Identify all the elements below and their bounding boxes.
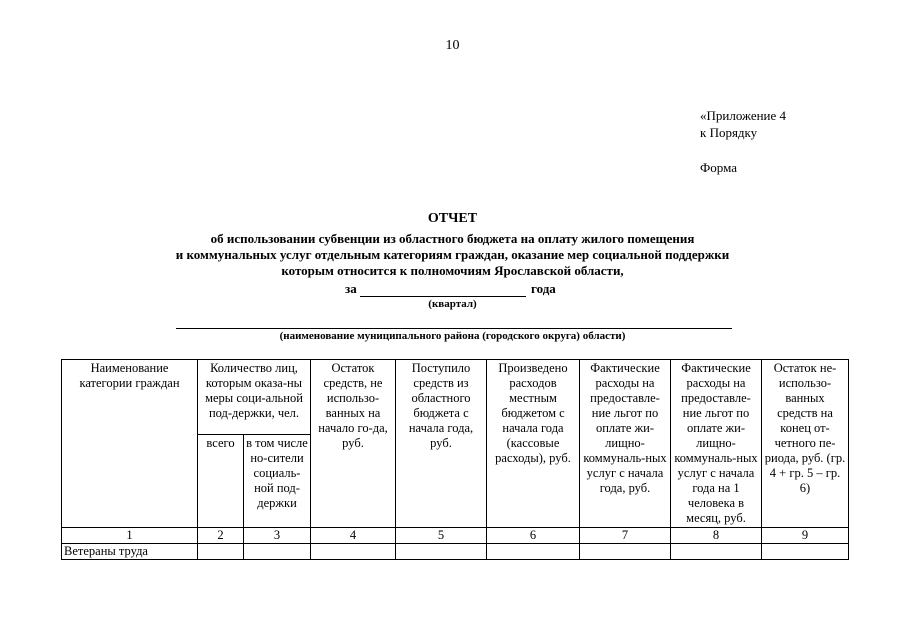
report-subtitle-line-3: которым относится к полномочиям Ярославской области, — [281, 263, 624, 278]
report-table — [61, 359, 849, 560]
form-label: Форма — [700, 160, 737, 175]
period-caption: (квартал) — [428, 298, 477, 310]
header-balance-end: Остаток не-использо-ванных средств на конец от-четного пе-риода, руб. (гр. 4 + гр. 5 – гр. 6) — [762, 360, 849, 528]
column-number: 7 — [580, 528, 671, 544]
column-number: 5 — [396, 528, 487, 544]
header-persons-total: всего — [198, 435, 244, 528]
period-prefix: за — [345, 281, 357, 296]
period-line — [0, 281, 905, 297]
header-persons-count: Количество лиц, которым оказа-ны меры соци-альной под-держки, чел. — [198, 360, 311, 435]
period-suffix: года — [531, 281, 556, 296]
report-title: ОТЧЕТ — [427, 211, 478, 226]
header-actual-expenses: Фактические расходы на предоставле-ние льгот по оплате жи-лищно-коммуналь-ных услуг с начала года, руб. — [580, 360, 671, 528]
table-cell — [671, 544, 762, 560]
header-balance-start: Остаток средств, не использо-ванных на начало го-да, руб. — [311, 360, 396, 528]
table-cell — [198, 544, 244, 560]
period-blank — [360, 296, 526, 297]
column-number: 2 — [198, 528, 244, 544]
header-local-expenses: Произведено расходов местным бюджетом с начала года (кассовые расходы), руб. — [487, 360, 580, 528]
column-number: 9 — [762, 528, 849, 544]
header-persons-carriers: в том числе но-сители социаль-ной под-держки — [244, 435, 311, 528]
column-number: 1 — [62, 528, 198, 544]
column-number: 8 — [671, 528, 762, 544]
municipality-blank — [176, 328, 732, 329]
report-subtitle-line-1: об использовании субвенции из областного бюджета на оплату жилого помещения — [210, 231, 695, 246]
table-cell — [762, 544, 849, 560]
page-number: 10 — [445, 38, 460, 53]
column-number: 6 — [487, 528, 580, 544]
table-cell — [487, 544, 580, 560]
appendix-label: «Приложение 4 — [700, 108, 787, 123]
table-cell — [311, 544, 396, 560]
column-number: 3 — [244, 528, 311, 544]
header-category: Наименование категории граждан — [62, 360, 198, 528]
table-cell — [244, 544, 311, 560]
table-cell — [396, 544, 487, 560]
column-number: 4 — [311, 528, 396, 544]
header-expenses-per-person: Фактические расходы на предоставле-ние льгот по оплате жи-лищно-коммуналь-ных услуг с начала года на 1 человека в месяц, руб. — [671, 360, 762, 528]
column-numbers-row — [62, 528, 849, 544]
report-subtitle-line-2: и коммунальных услуг отдельным категориям граждан, оказание мер социальной поддержки — [175, 247, 730, 262]
row-category: Ветераны труда — [62, 544, 198, 560]
municipality-caption: (наименование муниципального района (городского округа) области) — [279, 330, 626, 342]
table-cell — [580, 544, 671, 560]
appendix-reference: к Порядку — [700, 125, 758, 140]
header-funds-received: Поступило средств из областного бюджета с начала года, руб. — [396, 360, 487, 528]
table-row — [62, 544, 849, 560]
